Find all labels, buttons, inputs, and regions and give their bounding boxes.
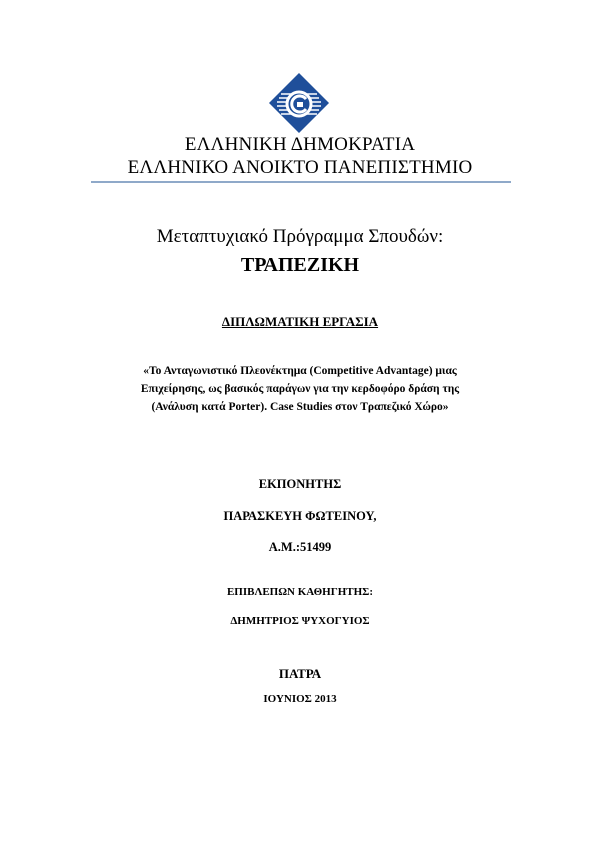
- student-id: Α.Μ.:51499: [268, 540, 332, 554]
- university-line-2: ΕΛΛΗΝΙΚΟ ΑΝΟΙΚΤΟ ΠΑΝΕΠΙΣΤΗΜΙΟ: [127, 157, 473, 178]
- city: ΠΑΤΡΑ: [278, 666, 322, 681]
- thesis-title-line: Επιχείρησης, ως βασικός παράγων για την κερδοφόρο δράση της: [140, 383, 460, 395]
- program-name: ΤΡΑΠΕΖΙΚΗ: [240, 254, 360, 276]
- header-divider: [91, 181, 511, 183]
- university-emblem-icon: [268, 72, 330, 134]
- supervisor-name: ΔΗΜΗΤΡΙΟΣ ΨΥΧΟΓΥΙΟΣ: [230, 615, 370, 627]
- author-label: ΕΚΠΟΝΗΤΗΣ: [258, 477, 342, 491]
- thesis-type: ΔΙΠΛΩΜΑΤΙΚΗ ΕΡΓΑΣΙΑ: [221, 314, 379, 329]
- supervisor-label: ΕΠΙΒΛΕΠΩΝ ΚΑΘΗΓΗΤΗΣ:: [226, 586, 374, 598]
- thesis-title-line: (Ανάλυση κατά Porter). Case Studies στον Τραπεζικό Χώρο»: [151, 401, 449, 413]
- date: ΙΟΥΝΙΟΣ 2013: [263, 693, 337, 705]
- thesis-title-line: «Το Ανταγωνιστικό Πλεονέκτημα (Competitive Advantage) μιας: [143, 365, 457, 377]
- university-line-1: ΕΛΛΗΝΙΚΗ ΔΗΜΟΚΡΑΤΙΑ: [184, 134, 416, 155]
- author-name: ΠΑΡΑΣΚΕΥΗ ΦΩΤΕΙΝΟΥ,: [223, 509, 377, 523]
- program-label: Μεταπτυχιακό Πρόγραμμα Σπουδών:: [156, 226, 444, 247]
